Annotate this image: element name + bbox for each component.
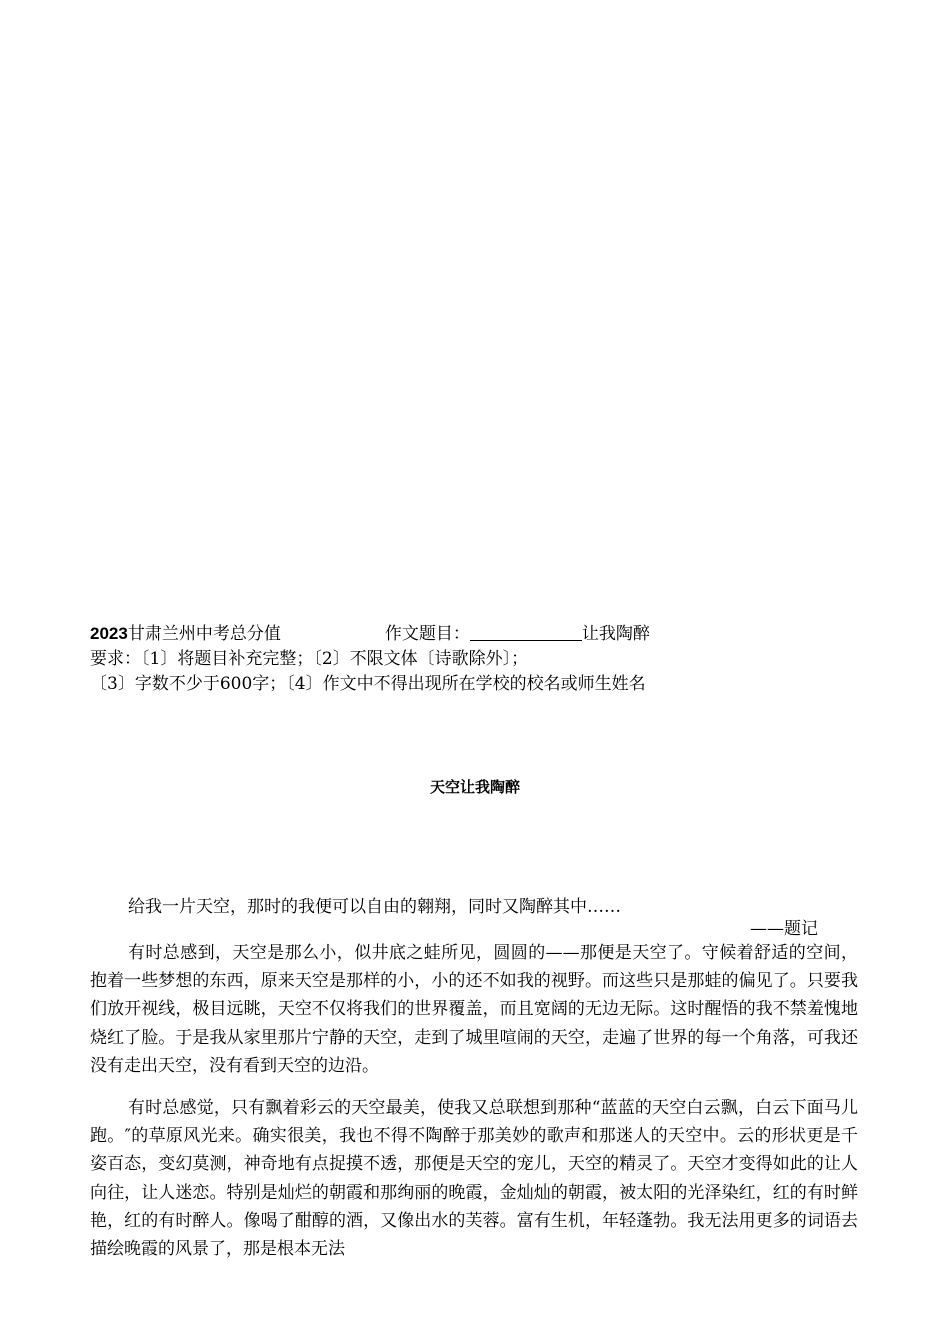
essay-paragraph: 有时总感到，天空是那么小，似井底之蛙所见，圆圆的——那便是天空了。守候着舒适的空间，抱着一些梦想的东西，原来天空是那样的小，小的还不如我的视野。而这些只是那蛙的偏见了。只要我们放开视线，极目远眺，天空不仅将我们的世界覆盖，而且宽阔的无边无际。这时醒悟的我不禁羞愧地烧红了脸。于是我从家里那片宁静的天空，走到了城里喧闹的天空，走遍了世界的每一个角落，可我还没有走出天空，没有看到天空的边沿。 <box>90 943 858 1076</box>
exam-title: 甘肃兰州中考总分值 <box>127 624 281 644</box>
exam-header-line <box>90 622 650 646</box>
essay-epigraph: 给我一片天空，那时的我便可以自由的翱翔，同时又陶醉其中…… <box>128 897 621 917</box>
epigraph-attribution: ——题记 <box>750 919 818 939</box>
exam-year: 2023 <box>90 624 128 643</box>
essay-title: 天空让我陶醉 <box>429 778 520 796</box>
essay-paragraph: 有时总感觉，只有飘着彩云的天空最美，使我又总联想到那种“蓝蓝的天空白云飘，白云下面马儿跑。″的草原风光来。确实很美，我也不得不陶醉于那美妙的歌声和那迷人的天空中。云的形状更是千姿百态，变幻莫测，神奇地有点捉摸不透，那便是天空的宠儿，天空的精灵了。天空才变得如此的让人向往，让人迷恋。特别是灿烂的朝霞和那绚丽的晚霞，金灿灿的朝霞，被太阳的光泽染红，红的有时鲜艳，红的有时醉人。像喝了酣醇的酒，又像出水的芙蓉。富有生机，年轻蓬勃。我无法用更多的词语去描绘晚霞的风景了，那是根本无法 <box>90 1098 858 1260</box>
prompt-blank <box>470 622 582 641</box>
requirements-line-1: 要求：〔1〕将题目补充完整；〔2〕不限文体〔诗歌除外〕； <box>90 649 529 669</box>
prompt-suffix: 让我陶醉 <box>581 624 650 644</box>
prompt-prefix: 作文题目： <box>384 624 470 644</box>
requirements-line-2: 〔3〕字数不少于600字；〔4〕作文中不得出现所在学校的校名或师生姓名 <box>90 674 646 694</box>
